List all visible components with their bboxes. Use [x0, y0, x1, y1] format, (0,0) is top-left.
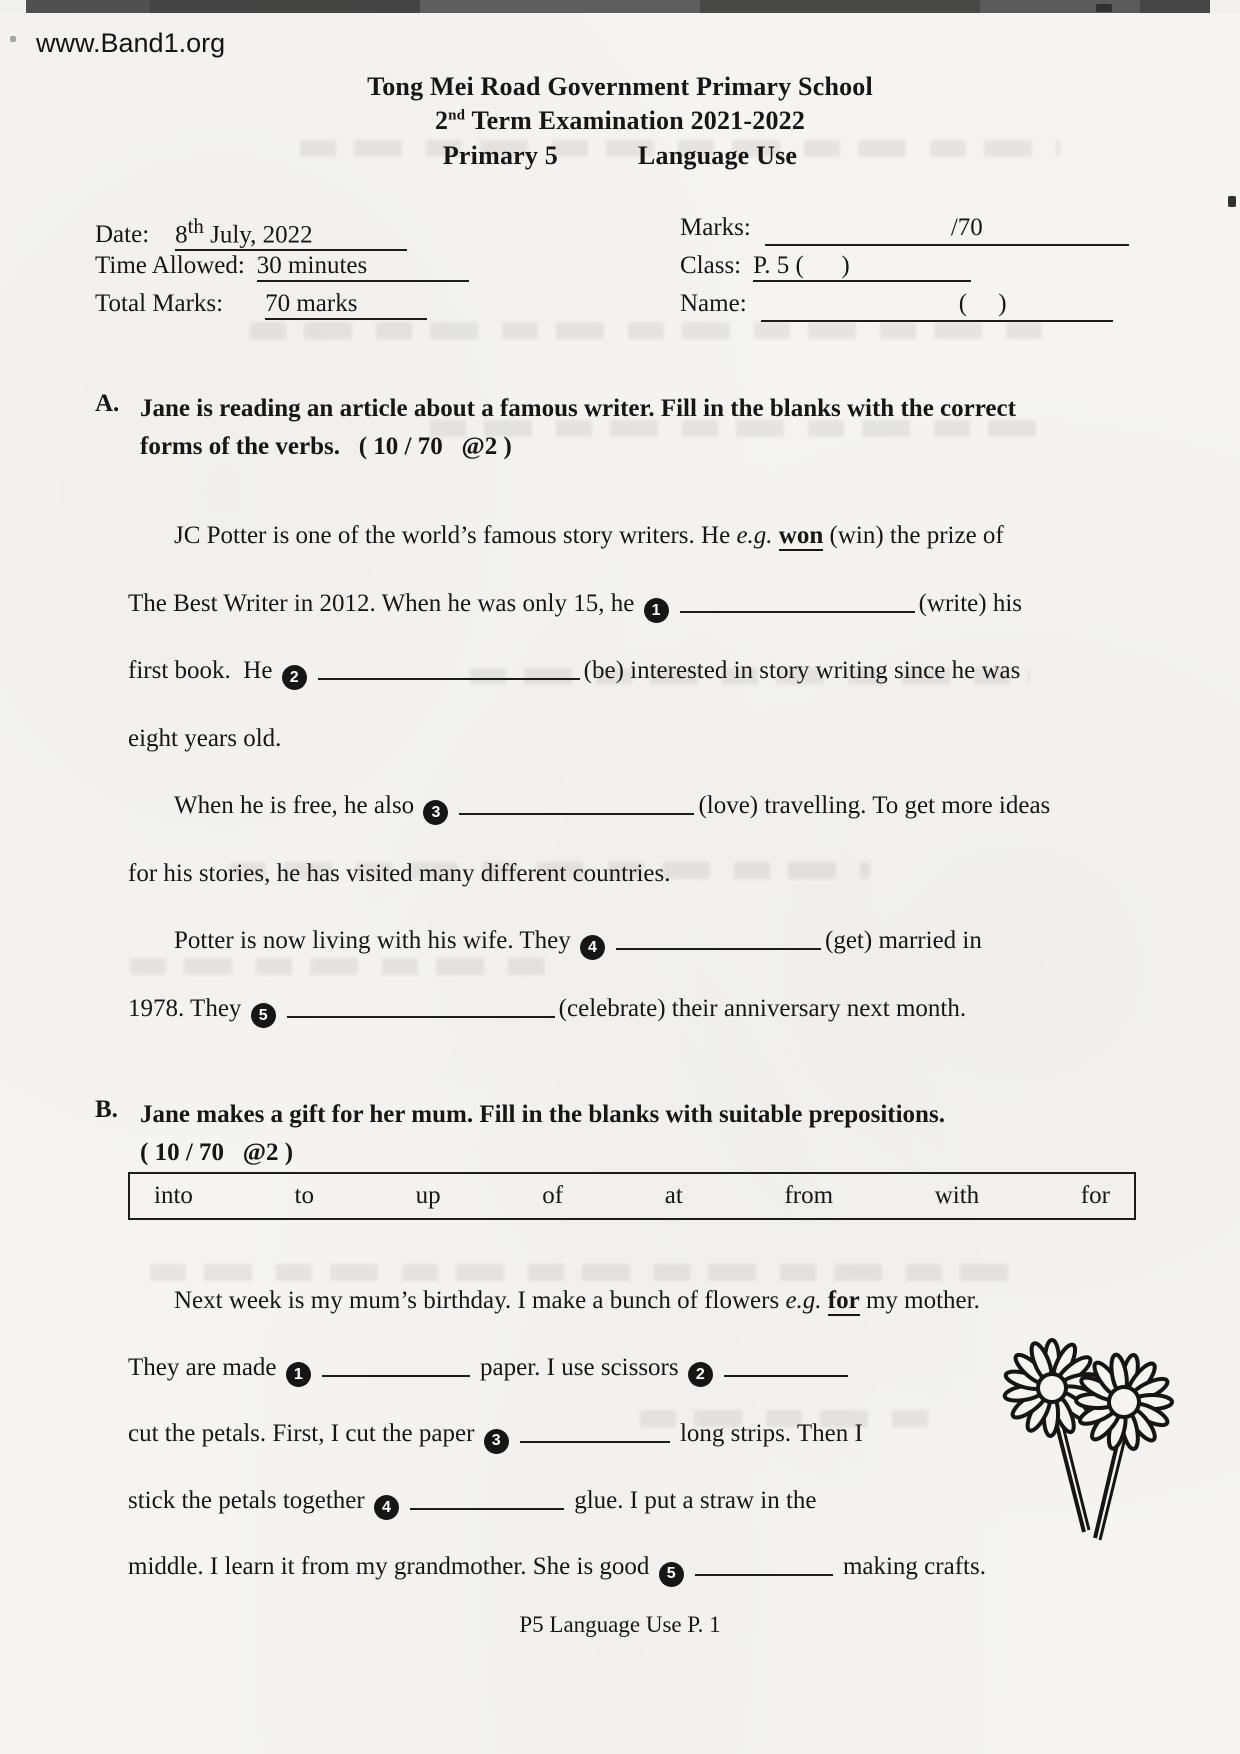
line-text: stick the petals together	[128, 1486, 371, 1514]
class-row	[680, 252, 971, 282]
line-text: glue. I put a straw in the	[567, 1486, 817, 1514]
section-a-title-line2: forms of the verbs. ( 10 / 70 @2 )	[140, 433, 512, 460]
example-abbrev: e.g.	[736, 522, 779, 549]
word-bank-option: up	[415, 1182, 441, 1209]
watermark-url: www.Band1.org	[36, 28, 226, 58]
name-row	[680, 290, 1113, 322]
marks-label: Marks:	[680, 214, 751, 241]
item-number-badge: 5	[251, 1003, 276, 1028]
line-text: (celebrate) their anniversary next month.	[558, 994, 967, 1022]
line-text: for his stories, he has visited many different countries.	[128, 859, 671, 887]
scan-speck	[10, 36, 16, 42]
answer-blank[interactable]	[724, 1353, 848, 1377]
word-bank-option: at	[664, 1182, 683, 1209]
section-b-letter: B.	[95, 1096, 118, 1123]
item-number-badge: 3	[484, 1429, 509, 1454]
subject-label: Language Use	[638, 141, 798, 170]
item-number-badge: 2	[282, 665, 307, 690]
word-bank-option: for	[1080, 1182, 1110, 1209]
item-number-badge: 4	[374, 1495, 399, 1520]
item-number-badge: 3	[423, 800, 448, 825]
line-text: The Best Writer in 2012. When he was only 15, he	[128, 589, 641, 617]
grade-subject-line	[0, 141, 1240, 171]
line-text: Potter is now living with his wife. They	[174, 927, 577, 954]
line-text: Next week is my mum’s birthday. I make a bunch of flowers	[174, 1287, 786, 1314]
date-row	[95, 214, 407, 251]
line-text: (be) interested in story writing since he was	[583, 657, 1021, 684]
scan-speck	[1096, 4, 1112, 12]
scan-speck	[1228, 196, 1236, 207]
section-b-marks: ( 10 / 70 @2 )	[140, 1139, 294, 1166]
exercise-line	[128, 637, 1138, 705]
line-text: middle. I learn it from my grandmother. She is good	[128, 1553, 656, 1580]
total-marks-row	[95, 290, 427, 320]
answer-blank[interactable]	[287, 994, 555, 1018]
answer-blank[interactable]	[459, 791, 694, 815]
exercise-line	[128, 907, 1138, 975]
class-label: Class:	[680, 252, 742, 279]
line-text: (love) travelling. To get more ideas	[698, 792, 1051, 819]
line-text: long strips. Then I	[673, 1420, 863, 1447]
total-marks-label: Total Marks:	[95, 290, 224, 317]
line-text: my mother.	[859, 1287, 980, 1314]
time-allowed-value: 30 minutes	[257, 252, 469, 282]
exam-title: 2nd Term Examination 2021-2022	[434, 106, 806, 135]
item-number-badge: 1	[286, 1362, 311, 1387]
answer-blank[interactable]	[322, 1353, 470, 1377]
section-b-title-line1: Jane makes a gift for her mum. Fill in the blanks with suitable prepositions.	[140, 1101, 945, 1128]
time-allowed-label: Time Allowed:	[95, 252, 245, 279]
exercise-line	[128, 840, 1138, 908]
bleedthrough-artifact	[250, 322, 1050, 339]
section-a-passage	[128, 502, 1138, 1042]
exercise-line	[128, 1268, 1138, 1335]
line-text: 1978. They	[128, 994, 248, 1022]
line-text: (get) married in	[825, 927, 982, 954]
line-text: (write) his	[918, 589, 1023, 617]
item-number-badge: 4	[580, 935, 605, 960]
answer-blank[interactable]	[410, 1486, 564, 1510]
item-number-badge: 1	[644, 598, 669, 623]
page-footer: P5 Language Use P. 1	[519, 1612, 721, 1637]
example-answer: won	[778, 522, 824, 549]
answer-blank[interactable]	[616, 926, 821, 950]
exercise-line	[128, 1335, 1138, 1402]
answer-blank[interactable]	[695, 1552, 833, 1576]
section-b-heading	[140, 1096, 1150, 1172]
item-number-badge: 5	[659, 1562, 684, 1587]
line-text: When he is free, he also	[174, 792, 421, 819]
section-a-marks: ( 10 / 70 @2 )	[358, 433, 512, 460]
line-text: They are made	[128, 1353, 283, 1381]
exercise-line	[128, 1534, 1138, 1601]
time-allowed-row	[95, 252, 469, 282]
example-abbrev: e.g.	[785, 1287, 828, 1314]
name-label: Name:	[680, 290, 747, 317]
date-value: 8th July, 2022	[175, 214, 407, 251]
preposition-word-bank	[128, 1172, 1136, 1220]
word-bank-option: with	[934, 1182, 980, 1209]
word-bank-option: into	[154, 1182, 193, 1209]
line-text: eight years old.	[128, 724, 282, 752]
line-text: cut the petals. First, I cut the paper	[128, 1420, 481, 1447]
total-marks-value: 70 marks	[265, 290, 427, 320]
example-answer: for	[827, 1287, 860, 1314]
answer-blank[interactable]	[520, 1419, 670, 1443]
line-text: (win) the prize of	[823, 522, 1004, 549]
date-label: Date:	[95, 221, 150, 249]
section-a-letter: A.	[95, 390, 120, 417]
school-name: Tong Mei Road Government Primary School	[367, 72, 873, 101]
exercise-line	[128, 570, 1138, 638]
word-bank-option: of	[542, 1182, 564, 1209]
marks-field[interactable]: /70	[765, 214, 1129, 246]
scan-artifact-top-strip	[0, 0, 1240, 13]
exercise-line	[128, 1468, 1138, 1535]
exercise-line	[128, 705, 1138, 773]
name-field[interactable]: ( )	[761, 290, 1113, 322]
item-number-badge: 2	[688, 1362, 713, 1387]
exercise-line	[128, 1401, 1138, 1468]
line-text: paper. I use scissors	[473, 1353, 685, 1381]
answer-blank[interactable]	[318, 656, 580, 680]
grade-label: Primary 5	[442, 141, 558, 170]
answer-blank[interactable]	[680, 589, 915, 613]
line-text: making crafts.	[836, 1553, 986, 1580]
exercise-line	[128, 975, 1138, 1043]
line-text: first book. He	[128, 657, 279, 684]
exercise-line	[128, 772, 1138, 840]
section-a-title-line1: Jane is reading an article about a famous writer. Fill in the blanks with the correct	[140, 395, 1016, 422]
word-bank-option: to	[294, 1182, 314, 1209]
marks-row	[680, 214, 1129, 246]
section-b-passage	[128, 1268, 1138, 1601]
exercise-line	[128, 502, 1138, 570]
line-text: JC Potter is one of the world’s famous story writers. He	[174, 522, 737, 549]
word-bank-option: from	[784, 1182, 834, 1209]
class-field[interactable]: P. 5 ( )	[753, 252, 971, 282]
section-a-heading	[140, 390, 1150, 466]
paper-flowers-illustration	[992, 1336, 1192, 1574]
